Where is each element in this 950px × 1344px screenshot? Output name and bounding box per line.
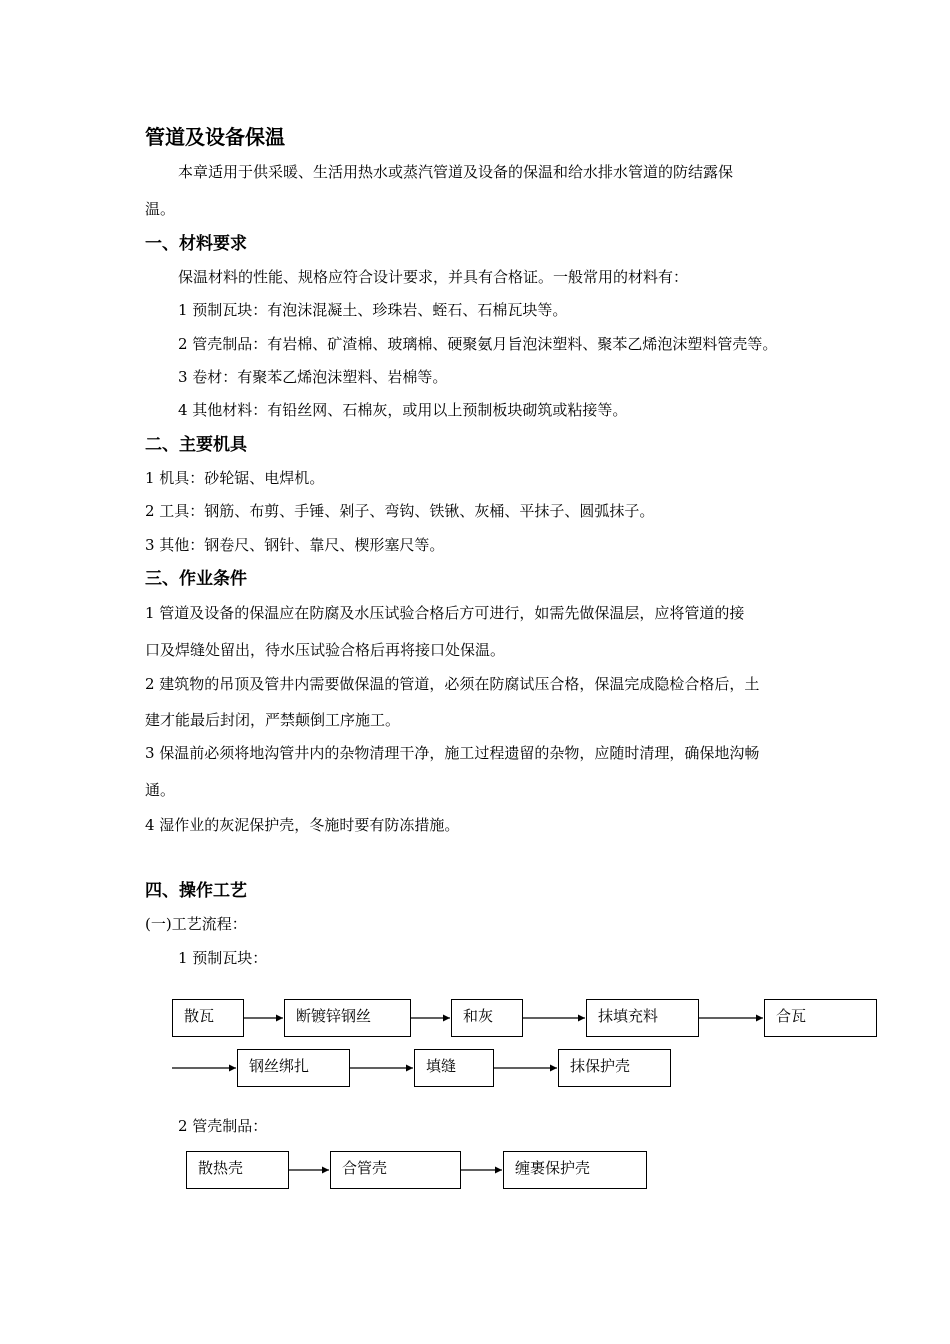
intro-paragraph-line: 本章适用于供采暖、生活用热水或蒸汽管道及设备的保温和给水排水管道的防结露保: [178, 163, 734, 181]
section-heading-process: 四、操作工艺: [145, 881, 247, 901]
flow-step-box: 合管壳: [330, 1151, 461, 1189]
tools-line: 2 工具：钢筋、布剪、手锤、剁子、弯钩、铁锹、灰桶、平抹子、圆弧抹子。: [145, 502, 655, 520]
materials-line: 保温材料的性能、规格应符合设计要求，并具有合格证。一般常用的材料有：: [178, 268, 689, 286]
conditions-line: 2 建筑物的吊顶及管井内需要做保温的管道，必须在防腐试压合格，保温完成隐检合格后，土: [145, 675, 760, 693]
conditions-line: 口及焊缝处留出，待水压试验合格后再将接口处保温。: [145, 641, 506, 659]
conditions-line: 通。: [145, 781, 176, 799]
section-heading-tools: 二、主要机具: [145, 435, 247, 455]
tools-line: 3 其他：钢卷尺、钢针、靠尺、楔形塞尺等。: [145, 536, 445, 554]
conditions-line: 3 保温前必须将地沟管井内的杂物清理干净，施工过程遗留的杂物，应随时清理，确保地沟畅: [145, 744, 760, 762]
conditions-line: 4 湿作业的灰泥保护壳，冬施时要有防冻措施。: [145, 816, 460, 834]
intro-paragraph-line: 温。: [145, 200, 176, 218]
materials-line: 1 预制瓦块：有泡沫混凝土、珍珠岩、蛭石、石棉瓦块等。: [178, 301, 568, 319]
process-subheading: (一)工艺流程：: [145, 915, 247, 933]
flow-step-box: 断镀锌钢丝: [284, 999, 411, 1037]
section-heading-conditions: 三、作业条件: [145, 569, 247, 589]
tools-line: 1 机具：砂轮锯、电焊机。: [145, 469, 325, 487]
section-heading-materials: 一、材料要求: [145, 234, 247, 254]
flow-step-box: 和灰: [451, 999, 523, 1037]
flow-step-box: 合瓦: [764, 999, 877, 1037]
flow-step-box: 散热壳: [186, 1151, 289, 1189]
materials-line: 3 卷材：有聚苯乙烯泡沫塑料、岩棉等。: [178, 368, 448, 386]
flow-step-box: 抹填充料: [586, 999, 699, 1037]
conditions-line: 建才能最后封闭，严禁颠倒工序施工。: [145, 711, 401, 729]
flow-step-box: 填缝: [414, 1049, 494, 1087]
materials-line: 4 其他材料：有铅丝网、石棉灰，或用以上预制板块砌筑或粘接等。: [178, 401, 628, 419]
materials-line: 2 管壳制品：有岩棉、矿渣棉、玻璃棉、硬聚氨月旨泡沫塑料、聚苯乙烯泡沫塑料管壳等。: [178, 335, 778, 353]
flow-step-box: 缠裹保护壳: [503, 1151, 647, 1189]
flow2-label: 2 管壳制品：: [178, 1117, 268, 1135]
page-title: 管道及设备保温: [145, 125, 285, 149]
conditions-line: 1 管道及设备的保温应在防腐及水压试验合格后方可进行，如需先做保温层，应将管道的接: [145, 604, 745, 622]
flow-step-box: 抹保护壳: [558, 1049, 671, 1087]
flow-step-box: 散瓦: [172, 999, 244, 1037]
flow1-label: 1 预制瓦块：: [178, 949, 268, 967]
flow-step-box: 钢丝绑扎: [237, 1049, 350, 1087]
